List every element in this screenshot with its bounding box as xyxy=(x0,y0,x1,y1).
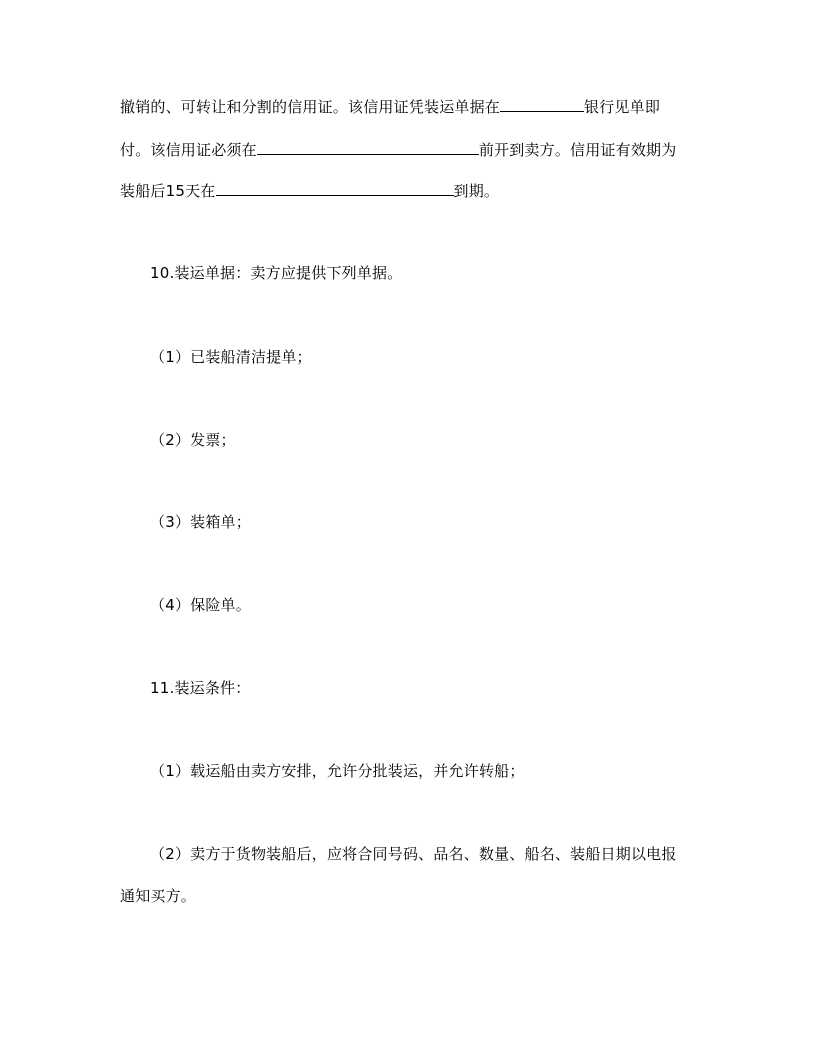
section-10-item-1: （1）已装船清洁提单； xyxy=(150,348,312,366)
lc-clause-line-1-text: 撤销的、可转让和分割的信用证。该信用证凭装运单据在 xyxy=(120,98,501,116)
section-11-item-2-continuation: 通知买方。 xyxy=(120,887,197,905)
lc-expiry-place-blank xyxy=(216,180,454,196)
lc-clause-line-2-end: 前开到卖方。信用证有效期为 xyxy=(478,141,677,159)
section-11-heading: 11.装运条件： xyxy=(150,679,251,697)
lc-clause-line-1-end: 银行见单即 xyxy=(584,98,661,116)
lc-clause-line-1 xyxy=(120,96,660,117)
lc-clause-line-2 xyxy=(120,139,676,160)
bank-name-blank xyxy=(500,96,584,112)
lc-open-date-blank xyxy=(257,139,479,155)
section-10-item-2: （2）发票； xyxy=(150,431,236,449)
section-10-item-4: （4）保险单。 xyxy=(150,596,251,614)
section-10-heading: 10.装运单据：卖方应提供下列单据。 xyxy=(150,264,403,282)
section-10-item-3: （3）装箱单； xyxy=(150,513,251,531)
lc-clause-line-2-text: 付。该信用证必须在 xyxy=(120,141,257,159)
lc-clause-line-3-text: 装船后15天在 xyxy=(120,182,216,200)
section-11-item-1: （1）载运船由卖方安排，允许分批装运，并允许转船； xyxy=(150,762,525,780)
lc-clause-line-3 xyxy=(120,180,499,201)
lc-clause-line-3-end: 到期。 xyxy=(453,182,500,200)
section-11-item-2: （2）卖方于货物装船后，应将合同号码、品名、数量、船名、装船日期以电报 xyxy=(150,845,677,863)
